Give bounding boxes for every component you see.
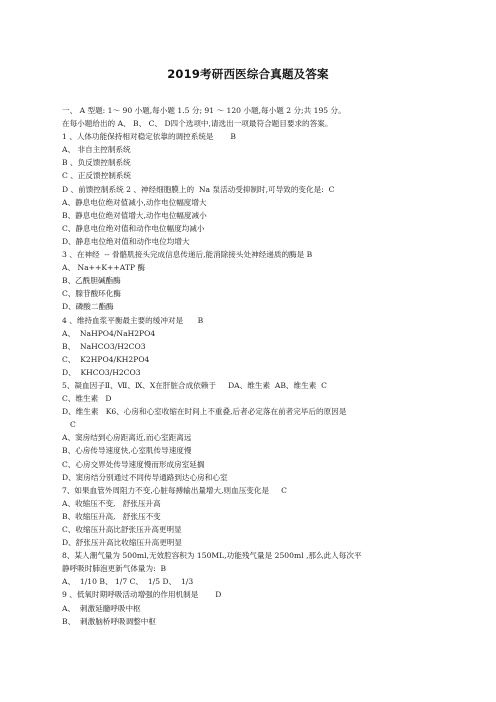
page-title: 2019考研西医综合真题及答案 [167, 67, 329, 81]
text-line: B、 NaHCO3/H2CO3 [62, 341, 146, 351]
text-line: D、 KHCO3/H2CO3 [62, 367, 141, 377]
text-line: 9 、低氧时期呼吸活动增强的作用机制是 D [62, 590, 222, 600]
text-line: B、心房传导速度快,心室肌传导速度慢 [62, 446, 192, 456]
text-line: A、 非自主控制系统 [62, 145, 131, 155]
text-line: D、静息电位绝对值和动作电位均增大 [62, 236, 190, 246]
text-line: 3 、在神经 -- 骨骼肌接头完成信息传递后,能消除接头处神经递质的酶是 B [62, 250, 313, 260]
text-line: 4 、维持血浆平衡最主要的缓冲对是 B [62, 315, 204, 325]
text-line: A、 刺激延髓呼吸中枢 [62, 603, 141, 613]
text-line: 7、如果血管外周阻力不变,心脏每搏输出量增大,则血压变化是 C [62, 485, 287, 495]
text-line: D 、前馈控制系统 2 、神经细胞膜上的 Na 泵活动受抑制时,可导致的变化是: C [62, 184, 335, 194]
text-line: D、窦房结分别通过不同传导通路到达心房和心室 [62, 472, 228, 482]
text-line: C、维生素 D [62, 394, 112, 404]
text-line: 一、 A 型题: 1～ 90 小题,每小题 1.5 分; 91 ～ 120 小题,每小题 2 分;共 195 分。 [62, 106, 346, 115]
text-line: C 、正反馈控制系统 [62, 171, 131, 181]
text-line: C、 K2HPO4/KH2PO4 [62, 354, 150, 364]
text-line: 在每小题给出的 A、 B、 C、 D四个选项中,请选出一项最符合题目要求的答案。 [62, 119, 333, 129]
text-line: B、静息电位绝对值增大,动作电位幅度减小 [62, 210, 207, 220]
text-line: A、窦房结到心房距离近,而心室距离远 [62, 433, 192, 443]
document-body [62, 104, 462, 628]
text-line: B、 刺激脑桥呼吸调整中枢 [62, 616, 156, 626]
text-line: C、心房交界处传导速度慢而形成房室延搁 [62, 459, 205, 469]
text-line: 8、某人潮气量为 500ml,无效腔容积为 150ML,功能残气量是 2500ml ,那么此人每次平 [62, 551, 362, 561]
text-line: D、磷酸二酯酶 [62, 302, 114, 312]
text-line: D、维生素 K6、心房和心室收缩在时间上不重叠,后者必定落在前者完毕后的原因是 [62, 407, 347, 417]
text-line: C [70, 420, 76, 430]
text-line: 5、凝血因子Ⅱ、Ⅶ、Ⅸ、X在肝脏合成依赖于 DA、维生素 AB、维生素 C [62, 380, 327, 390]
text-line: A、收缩压不变, 舒张压升高 [62, 498, 161, 508]
text-line: B、收缩压升高, 舒张压不变 [62, 511, 161, 521]
text-line: A、 Na++K++ATP 酶 [62, 263, 146, 273]
text-line: C、腺苷酸环化酶 [62, 289, 121, 299]
text-line: C、收缩压升高比舒张压升高更明显 [62, 525, 182, 534]
text-line: A、 NaHPO4/NaH2PO4 [62, 328, 156, 338]
text-line: C、静息电位绝对值和动作电位幅度均减小 [62, 223, 205, 233]
text-line: B、乙酰胆碱酯酶 [62, 276, 121, 286]
text-line: D、舒张压升高比收缩压升高更明显 [62, 538, 182, 548]
text-line: A、 1/10 B、 1/7 C、 1/5 D、 1/3 [62, 577, 194, 587]
text-line: A、静息电位绝对值减小,动作电位幅度增大 [62, 197, 207, 207]
text-line: B 、负反馈控制系统 [62, 158, 131, 168]
text-line: 静呼吸时肺泡更新气体量为: B [62, 564, 167, 574]
text-line: 1 、人体功能保持相对稳定依靠的调控系统是 B [62, 132, 237, 142]
